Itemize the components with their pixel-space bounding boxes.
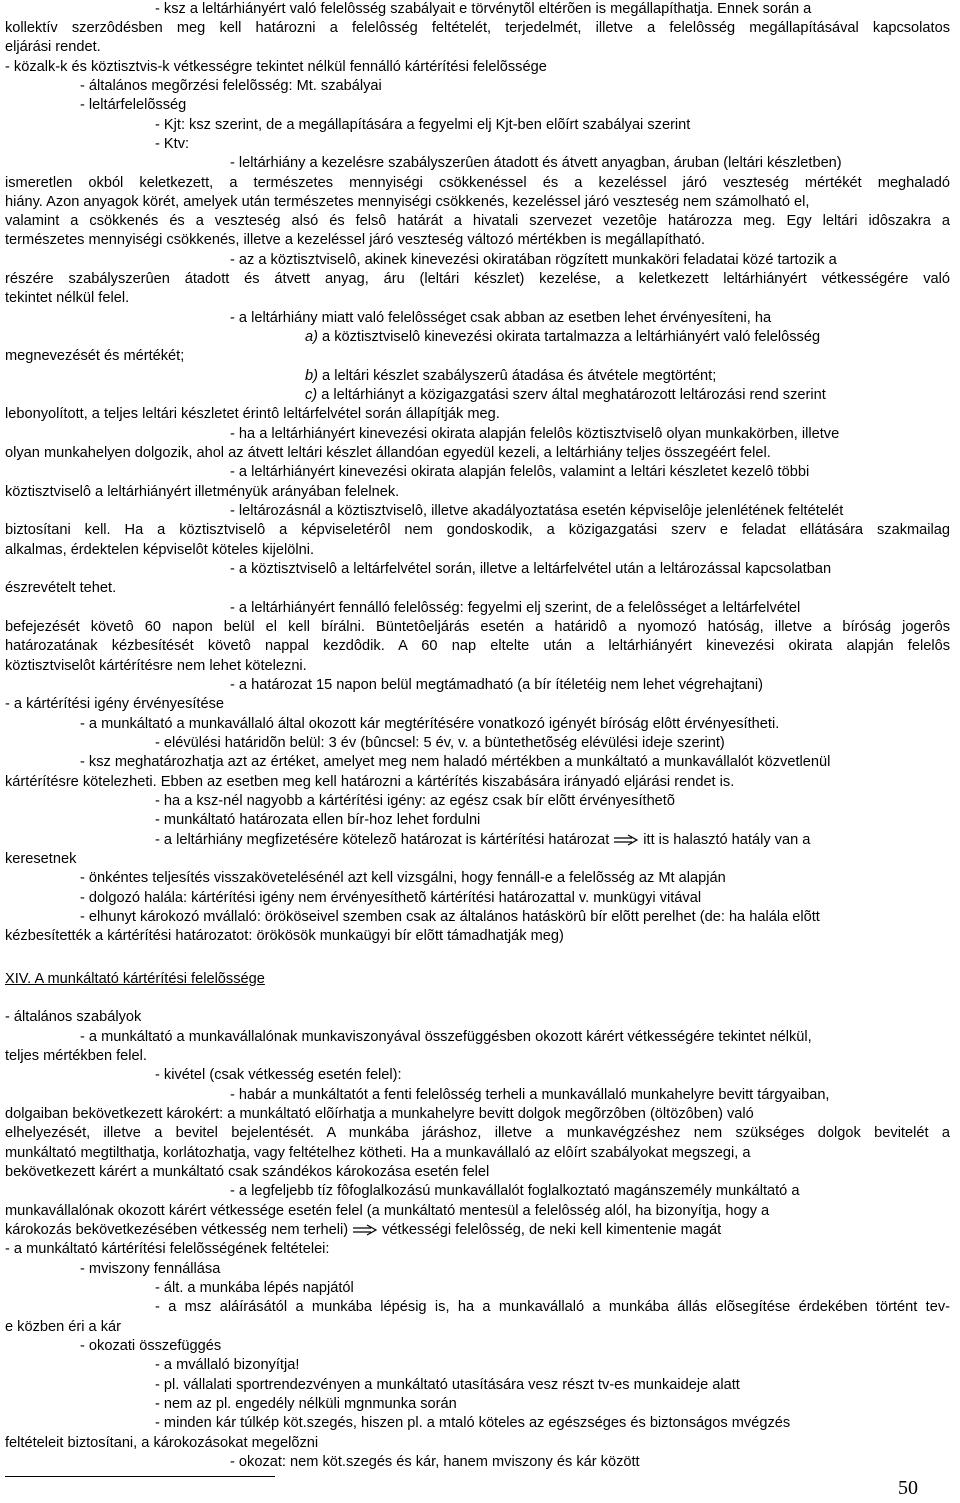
line-text: - ha a ksz-nél nagyobb a kártérítési igény: az egész csak bír elõtt érvényesíthetõ — [155, 793, 675, 809]
line-text: - Kjt: ksz szerint, de a megállapítására a fegyelmi elj Kjt-ben elõírt szabályai szerint — [155, 117, 691, 133]
text-line — [155, 116, 950, 135]
text-line — [5, 927, 950, 946]
line-text: - általános szabályok — [5, 1009, 142, 1025]
line-text: lebonyolított, a teljes leltári készletet érintô leltárfelvétel során állapítják meg. — [5, 406, 500, 422]
text-line — [230, 154, 950, 173]
text-line — [305, 367, 950, 386]
line-text: befejezését követô 60 napon belül el kell bírálni. Büntetôeljárás esetén a határidô a nyomozó hatóság, illetve a bíróság jogerôs — [5, 619, 950, 635]
line-text: - általános megõrzési felelõsség: Mt. szabályai — [80, 78, 382, 94]
line-text: - leltárfelelõsség — [80, 97, 187, 113]
text-line — [5, 579, 950, 598]
line-text: - nem az pl. engedély nélküli mgnmunka során — [155, 1396, 457, 1412]
text-line — [5, 174, 950, 193]
line-text: köztisztviselôt kártérítésre nem lehet kötelezni. — [5, 658, 307, 674]
text-line — [5, 1318, 950, 1337]
line-text: - leltározásnál a köztisztviselô, illetve akadályoztatása esetén képviselôje jelenlétének feltételét — [230, 503, 844, 519]
implies-arrow-icon — [613, 834, 639, 846]
line-text: kézbesítették a kártérítési határozatot: örökösök munkaügyi bír elõtt támadhatják meg) — [5, 928, 564, 944]
line-text: eljárási rendet. — [5, 39, 101, 55]
text-line — [5, 1240, 950, 1259]
text-line — [230, 1182, 950, 1201]
text-line — [155, 1356, 950, 1375]
text-line — [5, 1047, 950, 1066]
text-line — [5, 618, 950, 637]
text-line — [5, 1008, 950, 1027]
line-text: - a leltárhiány miatt való felelôsséget csak abban az esetben lehet érvényesíteni, ha — [230, 310, 772, 326]
line-text: részére szabályszerûen átadott és átvett anyag, áru (leltári készlet) kezelése, a keletkezett leltárhiányért vétkességére való — [5, 271, 950, 287]
line-text: - leltárhiány a kezelésre szabályszerûen átadott és átvett anyagban, áruban (leltári készletben) — [230, 155, 842, 171]
text-line — [5, 193, 950, 212]
text-line — [80, 96, 950, 115]
text-line — [5, 695, 950, 714]
line-text: - a legfeljebb tíz fôfoglalkozású munkavállalót foglalkoztató magánszemély munkáltató a — [230, 1183, 800, 1199]
line-text: bekövetkezett kárért a munkáltató csak szándékos károkozása esetén felel — [5, 1164, 490, 1180]
text-line — [230, 560, 950, 579]
text-line — [80, 715, 950, 734]
text-line — [5, 637, 950, 656]
line-text: alkalmas, érdektelen képviselôt köteles kijelölni. — [5, 542, 315, 558]
text-line — [155, 811, 950, 830]
line-text: - a msz aláírásától a munkába lépésig is, ha a munkavállaló a munkába állás elõsegítése érdekében történt tev- — [155, 1299, 950, 1315]
line-text: hiány. Azon anyagok körét, amelyek után természetes mennyiségi csökkenés, kezeléssel járó veszteség nem számolható el, — [5, 194, 810, 210]
text-line — [5, 212, 950, 231]
text-line — [80, 1260, 950, 1279]
list-marker: b) — [305, 368, 318, 384]
line-text: - okozati összefüggés — [80, 1338, 222, 1354]
line-text: - a leltárhiányért fennálló felelôsség: fegyelmi elj szerint, de a felelôsséget a leltárfelvétel — [230, 600, 801, 616]
line-text: e közben éri a kár — [5, 1319, 122, 1335]
line-text: - az a köztisztviselô, akinek kinevezési okiratában rögzített munkaköri feladatai közé tartozik a — [230, 252, 837, 268]
text-line — [5, 405, 950, 424]
text-line — [5, 1434, 950, 1453]
line-text: - a határozat 15 napon belül megtámadható (a bír ítéletéig nem lehet végrehajtani) — [230, 677, 764, 693]
line-text: - ált. a munkába lépés napjától — [155, 1280, 354, 1296]
line-text: - ksz meghatározhatja azt az értéket, amelyet meg nem haladó mértékben a munkáltató a munkavállalót közvetlenül — [80, 754, 831, 770]
text-line — [230, 1086, 950, 1105]
line-text: teljes mértékben felel. — [5, 1048, 147, 1064]
text-line — [5, 521, 950, 540]
line-text: keresetnek — [5, 851, 77, 867]
text-line — [5, 19, 950, 38]
line-text: valamint a csökkenés és a veszteség alsó és felsô határát a hivatali szervezet vezetôje határozza meg. Egy leltári idôszakra a — [5, 213, 950, 229]
line-text: - ha a leltárhiányért kinevezési okirata alapján felelôs köztisztviselô olyan munkakörben, illetve — [230, 426, 840, 442]
line-text: - Ktv: — [155, 136, 190, 152]
text-line — [155, 135, 950, 154]
line-text: - kivétel (csak vétkesség esetén felel): — [155, 1067, 402, 1083]
line-text: - ksz a leltárhiányért való felelôsség szabályait e törvénytõl eltérõen is megállapíthatja. Ennek során a — [155, 1, 812, 17]
line-text: - elévülési határidõn belül: 3 év (bûncsel: 5 év, v. a büntethetõség elévülési ideje szerint) — [155, 735, 725, 751]
line-text: megnevezését és mértékét; — [5, 348, 185, 364]
text-line — [230, 502, 950, 521]
text-line — [5, 1105, 950, 1124]
text-line — [155, 1414, 950, 1433]
line-text: biztosítani kell. Ha a köztisztviselô a képviseletérôl nem gondoskodik, a közigazgatási szerv e feladat ellátására szakmailag — [5, 522, 950, 538]
line-text: feltételeit biztosítani, a károkozásokat megelõzni — [5, 1435, 319, 1451]
line-text: - a munkáltató a munkavállalónak munkaviszonyával összefüggésben okozott kárért vétkességére tekintet nélkül, — [80, 1029, 812, 1045]
text-line — [230, 309, 950, 328]
text-line — [230, 463, 950, 482]
text-line — [155, 734, 950, 753]
text-line — [5, 1144, 950, 1163]
line-text: - a leltárhiányért kinevezési okirata alapján felelôs, valamint a leltári készletet kezelô többi — [230, 464, 810, 480]
text-line — [5, 1202, 950, 1221]
text-line — [5, 850, 950, 869]
line-text: elhelyezését, illetve a bevitel bejelentését. A munkába járáshoz, illetve a munkavégzéshez nem szükséges dolgok bevitelét a — [5, 1125, 950, 1141]
line-text: - dolgozó halála: kártérítési igény nem érvényesíthetõ kártérítési határozattal v. munkügyi vitával — [80, 890, 702, 906]
text-line — [230, 599, 950, 618]
line-text: kártérítésre kötelezheti. Ebben az esetben meg kell határozni a kártérítés kiszabására irányadó eljárási rendet is. — [5, 774, 735, 790]
text-line — [80, 889, 950, 908]
section-heading: XIV. A munkáltató kártérítési felelõssége — [5, 971, 265, 987]
text-line — [80, 869, 950, 888]
line-text: - okozat: nem köt.szegés és kár, hanem mviszony és kár között — [230, 1454, 640, 1470]
text-line — [5, 541, 950, 560]
line-text: észrevételt tehet. — [5, 580, 117, 596]
text-line — [155, 792, 950, 811]
text-line — [5, 1163, 950, 1182]
text-line — [305, 328, 950, 347]
line-text: ismeretlen okból keletkezett, a természetes mennyiségi csökkenéssel és a kezeléssel járó veszteség mértékét meghaladó — [5, 175, 950, 191]
line-text: - a leltárhiány megfizetésére kötelezõ határozat is kártérítési határozat — [155, 832, 610, 848]
line-text: munkáltató megtilthatja, korlátozhatja, vagy feltételhez kötheti. Ha a munkavállaló az elôírt szabályokat megszegi, a — [5, 1145, 751, 1161]
text-line — [5, 483, 950, 502]
line-text: olyan munkahelyen dolgozik, ahol az átvett leltári készlet állandóan egyedül kezeli, a leltárhiány teljes összegéért felel. — [5, 445, 771, 461]
text-line — [5, 270, 950, 289]
line-text: károkozás bekövetkezésében vétkesség nem terheli) — [5, 1222, 349, 1238]
text-line — [80, 753, 950, 772]
line-text: - minden kár túlkép köt.szegés, hiszen pl. a mtaló köteles az egészséges és biztonságos mvégzés — [155, 1415, 791, 1431]
text-line — [230, 425, 950, 444]
line-text: a köztisztviselô kinevezési okirata tartalmazza a leltárhiányért való felelôsség — [317, 329, 821, 345]
text-line — [230, 251, 950, 270]
line-text: tekintet nélkül felel. — [5, 290, 130, 306]
text-line — [5, 231, 950, 250]
text-line — [5, 657, 950, 676]
line-text: dolgaiban bekövetkezett károkért: a munkáltató elõírhatja a munkahelyre bevitt dolgok megõrzôben (öltözôben) való — [5, 1106, 754, 1122]
line-text: a leltárhiányt a közigazgatási szerv által meghatározott leltározási rend szerint — [317, 387, 826, 403]
line-text: - önkéntes teljesítés visszakövetelésénél azt kell vizsgálni, hogy fennáll-e a felelõsség az Mt alapján — [80, 870, 726, 886]
text-line — [5, 444, 950, 463]
text-line — [230, 676, 950, 695]
text-line — [155, 831, 950, 850]
line-text: határozatának kézbesítését követô nappal kezdôdik. A 60 nap eltelte után a leltárhiányért kinevezési okirata alapján felelôs — [5, 638, 950, 654]
text-line — [155, 1279, 950, 1298]
text-line — [5, 38, 950, 57]
line-text: kollektív szerzôdésben meg kell határozni a felelôsség feltételét, terjedelmét, illetve a felelôsség megállapításával kapcsolatos — [5, 20, 950, 36]
line-text: - habár a munkáltatót a fenti felelôsség terheli a munkavállaló munkahelyre bevitt tárgyaiban, — [230, 1087, 830, 1103]
text-line — [80, 1337, 950, 1356]
page-number: 50 — [898, 1477, 918, 1499]
text-line — [80, 77, 950, 96]
text-line — [155, 0, 950, 19]
text-line — [155, 1298, 950, 1317]
line-text: - a munkáltató a munkavállaló által okozott kár megtérítésére vonatkozó igényét bíróság elôtt érvényesítheti. — [80, 716, 780, 732]
line-text: - a munkáltató kártérítési felelõsségének feltételei: — [5, 1241, 330, 1257]
text-line — [80, 908, 950, 927]
line-text: - elhunyt károkozó mvállaló: örököseivel szemben csak az általános hatáskörû bír elõtt perelhet (de: ha halála elõtt — [80, 909, 820, 925]
line-text: - pl. vállalati sportrendezvényen a munkáltató utasítására vesz részt tv-es munkaideje alatt — [155, 1377, 740, 1393]
line-text-after-arrow: vétkességi felelôsség, de neki kell kimentenie magát — [382, 1222, 722, 1238]
list-marker: c) — [305, 387, 318, 403]
line-text: - munkáltató határozata ellen bír-hoz lehet fordulni — [155, 812, 481, 828]
line-text: a leltári készlet szabályszerû átadása és átvétele megtörtént; — [317, 368, 717, 384]
list-marker: a) — [305, 329, 318, 345]
line-text: köztisztviselô a leltárhiányért illetményük arányában felelnek. — [5, 484, 400, 500]
text-line — [5, 58, 950, 77]
text-line — [5, 1221, 950, 1240]
line-text: munkavállalónak okozott kárért vétkessége esetén felel (a munkáltató mentesül a felelôsség alól, ha bizonyítja, hogy a — [5, 1203, 770, 1219]
text-line — [5, 289, 950, 308]
text-line — [155, 1376, 950, 1395]
line-text-after-arrow: itt is halasztó hatály van a — [643, 832, 811, 848]
text-line — [155, 1395, 950, 1414]
text-line — [155, 1066, 950, 1085]
text-line — [5, 773, 950, 792]
line-text: - a kártérítési igény érvényesítése — [5, 696, 225, 712]
line-text: természetes mennyiségi csökkenés, illetve a kezeléssel járó veszteség változó mértékben is megállapítható. — [5, 232, 706, 248]
text-line — [5, 347, 950, 366]
line-text: - a köztisztviselô a leltárfelvétel során, illetve a leltárfelvétel után a leltározással kapcsolatban — [230, 561, 832, 577]
line-text: - közalk-k és köztisztvis-k vétkességre tekintet nélkül fennálló kártérítési felelõssége — [5, 59, 547, 75]
footnote-separator — [5, 1476, 275, 1477]
text-line — [230, 1453, 950, 1472]
line-text: - mviszony fennállása — [80, 1261, 221, 1277]
line-text: - a mvállaló bizonyítja! — [155, 1357, 300, 1373]
implies-arrow-icon — [352, 1224, 378, 1236]
text-line — [305, 386, 950, 405]
text-line — [5, 1124, 950, 1143]
text-line — [80, 1028, 950, 1047]
